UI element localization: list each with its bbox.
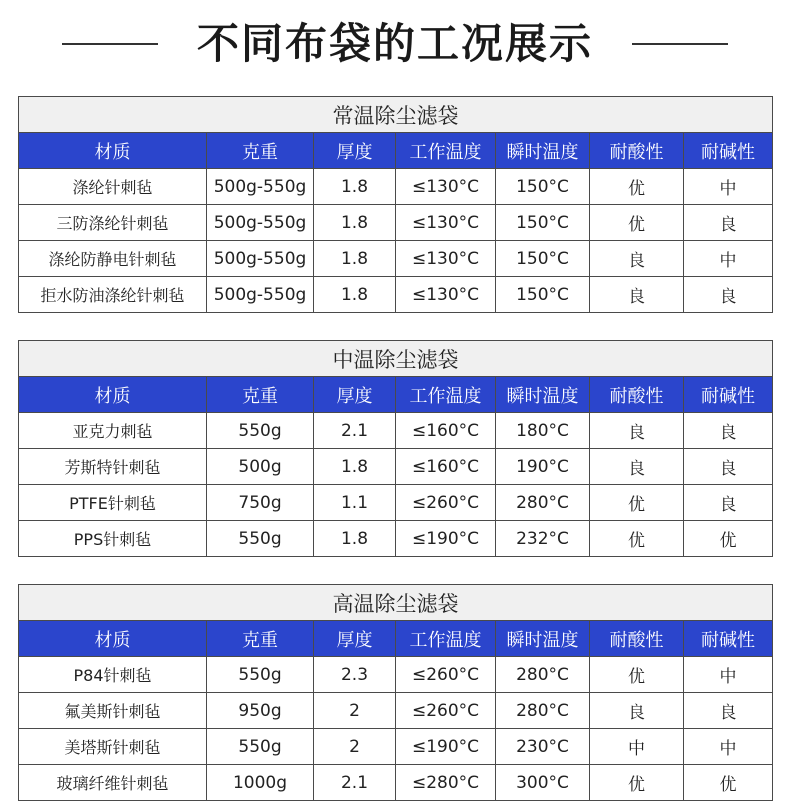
table-cell: ≤160°C	[396, 413, 496, 449]
table-cell: 良	[590, 241, 684, 277]
table-row	[19, 277, 773, 313]
column-header: 工作温度	[396, 133, 496, 169]
column-header: 材质	[19, 377, 207, 413]
table-cell: 良	[684, 485, 773, 521]
table-cell: PPS针刺毡	[19, 521, 207, 557]
table-cell: 1.8	[314, 521, 396, 557]
column-header: 厚度	[314, 133, 396, 169]
table-cell: 涤纶防静电针刺毡	[19, 241, 207, 277]
page-header	[0, 0, 790, 90]
table-cell: 300°C	[496, 765, 590, 801]
table-cell: 2	[314, 729, 396, 765]
table-cell: PTFE针刺毡	[19, 485, 207, 521]
table-cell: 950g	[207, 693, 314, 729]
table-cell: 1.1	[314, 485, 396, 521]
column-header: 工作温度	[396, 621, 496, 657]
column-header: 瞬时温度	[496, 621, 590, 657]
table-cell: ≤260°C	[396, 693, 496, 729]
table-cell: 150°C	[496, 241, 590, 277]
column-header: 厚度	[314, 377, 396, 413]
column-header: 克重	[207, 621, 314, 657]
table-cell: ≤190°C	[396, 521, 496, 557]
table-cell: ≤130°C	[396, 169, 496, 205]
column-header: 克重	[207, 133, 314, 169]
table-cell: 芳斯特针刺毡	[19, 449, 207, 485]
table-cell: 280°C	[496, 693, 590, 729]
table-row	[19, 521, 773, 557]
table-cell: 500g	[207, 449, 314, 485]
table-cell: ≤190°C	[396, 729, 496, 765]
table-cell: 550g	[207, 521, 314, 557]
table-cell: 优	[590, 205, 684, 241]
column-header: 耐碱性	[684, 377, 773, 413]
table-cell: 中	[684, 241, 773, 277]
column-header: 耐酸性	[590, 377, 684, 413]
table-cell: 500g-550g	[207, 277, 314, 313]
table-cell: 中	[684, 169, 773, 205]
table-cell: 良	[684, 693, 773, 729]
column-header: 瞬时温度	[496, 133, 590, 169]
table-cell: 2.1	[314, 413, 396, 449]
column-header: 耐碱性	[684, 133, 773, 169]
table-cell: 中	[684, 729, 773, 765]
column-header: 耐酸性	[590, 133, 684, 169]
table-normal-temp	[18, 96, 773, 313]
table-cell: 550g	[207, 413, 314, 449]
table-cell: ≤260°C	[396, 485, 496, 521]
column-header: 材质	[19, 621, 207, 657]
table-cell: 280°C	[496, 657, 590, 693]
table-cell: ≤160°C	[396, 449, 496, 485]
table-cell: 500g-550g	[207, 241, 314, 277]
table-cell: 良	[684, 205, 773, 241]
table-cell: 良	[590, 449, 684, 485]
table-cell: 优	[590, 485, 684, 521]
table-cell: 拒水防油涤纶针刺毡	[19, 277, 207, 313]
table-cell: 1.8	[314, 169, 396, 205]
column-header: 克重	[207, 377, 314, 413]
table-cell: 优	[590, 765, 684, 801]
table-cell: 230°C	[496, 729, 590, 765]
table-cell: 1.8	[314, 277, 396, 313]
table-cell: P84针刺毡	[19, 657, 207, 693]
table-cell: 良	[590, 277, 684, 313]
column-header: 耐碱性	[684, 621, 773, 657]
column-header: 瞬时温度	[496, 377, 590, 413]
table-cell: 2	[314, 693, 396, 729]
table-cell: 三防涤纶针刺毡	[19, 205, 207, 241]
table-medium-temp	[18, 340, 773, 557]
table-cell: ≤260°C	[396, 657, 496, 693]
table-row	[19, 657, 773, 693]
table-cell: 750g	[207, 485, 314, 521]
table-cell: 优	[684, 521, 773, 557]
table-cell: 中	[684, 657, 773, 693]
table-cell: 良	[684, 277, 773, 313]
table-cell: 190°C	[496, 449, 590, 485]
table-caption: 常温除尘滤袋	[19, 97, 773, 133]
table-cell: 1.8	[314, 449, 396, 485]
table-cell: 优	[590, 657, 684, 693]
table-cell: 180°C	[496, 413, 590, 449]
column-header: 材质	[19, 133, 207, 169]
column-header: 耐酸性	[590, 621, 684, 657]
table-cell: ≤280°C	[396, 765, 496, 801]
table-cell: 280°C	[496, 485, 590, 521]
table-cell: 2.3	[314, 657, 396, 693]
table-row	[19, 449, 773, 485]
column-header: 厚度	[314, 621, 396, 657]
table-cell: 2.1	[314, 765, 396, 801]
table-cell: 氟美斯针刺毡	[19, 693, 207, 729]
table-cell: 中	[590, 729, 684, 765]
table-row	[19, 485, 773, 521]
table-header-row	[19, 377, 773, 413]
table-cell: 500g-550g	[207, 205, 314, 241]
table-cell: 良	[684, 413, 773, 449]
table-cell: 150°C	[496, 169, 590, 205]
table-cell: 优	[684, 765, 773, 801]
table-cell: 1.8	[314, 241, 396, 277]
table-cell: 550g	[207, 657, 314, 693]
table-cell: 良	[684, 449, 773, 485]
table-row	[19, 765, 773, 801]
table-caption: 中温除尘滤袋	[19, 341, 773, 377]
table-cell: 500g-550g	[207, 169, 314, 205]
table-caption: 高温除尘滤袋	[19, 585, 773, 621]
column-header: 工作温度	[396, 377, 496, 413]
table-row	[19, 205, 773, 241]
table-cell: 亚克力刺毡	[19, 413, 207, 449]
table-row	[19, 693, 773, 729]
table-cell: 1.8	[314, 205, 396, 241]
table-cell: 良	[590, 413, 684, 449]
table-cell: 玻璃纤维针刺毡	[19, 765, 207, 801]
table-row	[19, 241, 773, 277]
page-title: 不同布袋的工况展示	[196, 19, 593, 68]
table-cell: ≤130°C	[396, 241, 496, 277]
table-header-row	[19, 133, 773, 169]
table-cell: 涤纶针刺毡	[19, 169, 207, 205]
table-cell: 1000g	[207, 765, 314, 801]
table-cell: 美塔斯针刺毡	[19, 729, 207, 765]
table-cell: 良	[590, 693, 684, 729]
table-row	[19, 729, 773, 765]
table-cell: 150°C	[496, 277, 590, 313]
table-cell: 550g	[207, 729, 314, 765]
table-row	[19, 169, 773, 205]
table-cell: ≤130°C	[396, 205, 496, 241]
table-high-temp	[18, 584, 773, 801]
table-cell: ≤130°C	[396, 277, 496, 313]
title-divider-right	[632, 43, 728, 45]
table-cell: 优	[590, 169, 684, 205]
table-header-row	[19, 621, 773, 657]
table-row	[19, 413, 773, 449]
table-cell: 232°C	[496, 521, 590, 557]
table-cell: 150°C	[496, 205, 590, 241]
table-cell: 优	[590, 521, 684, 557]
